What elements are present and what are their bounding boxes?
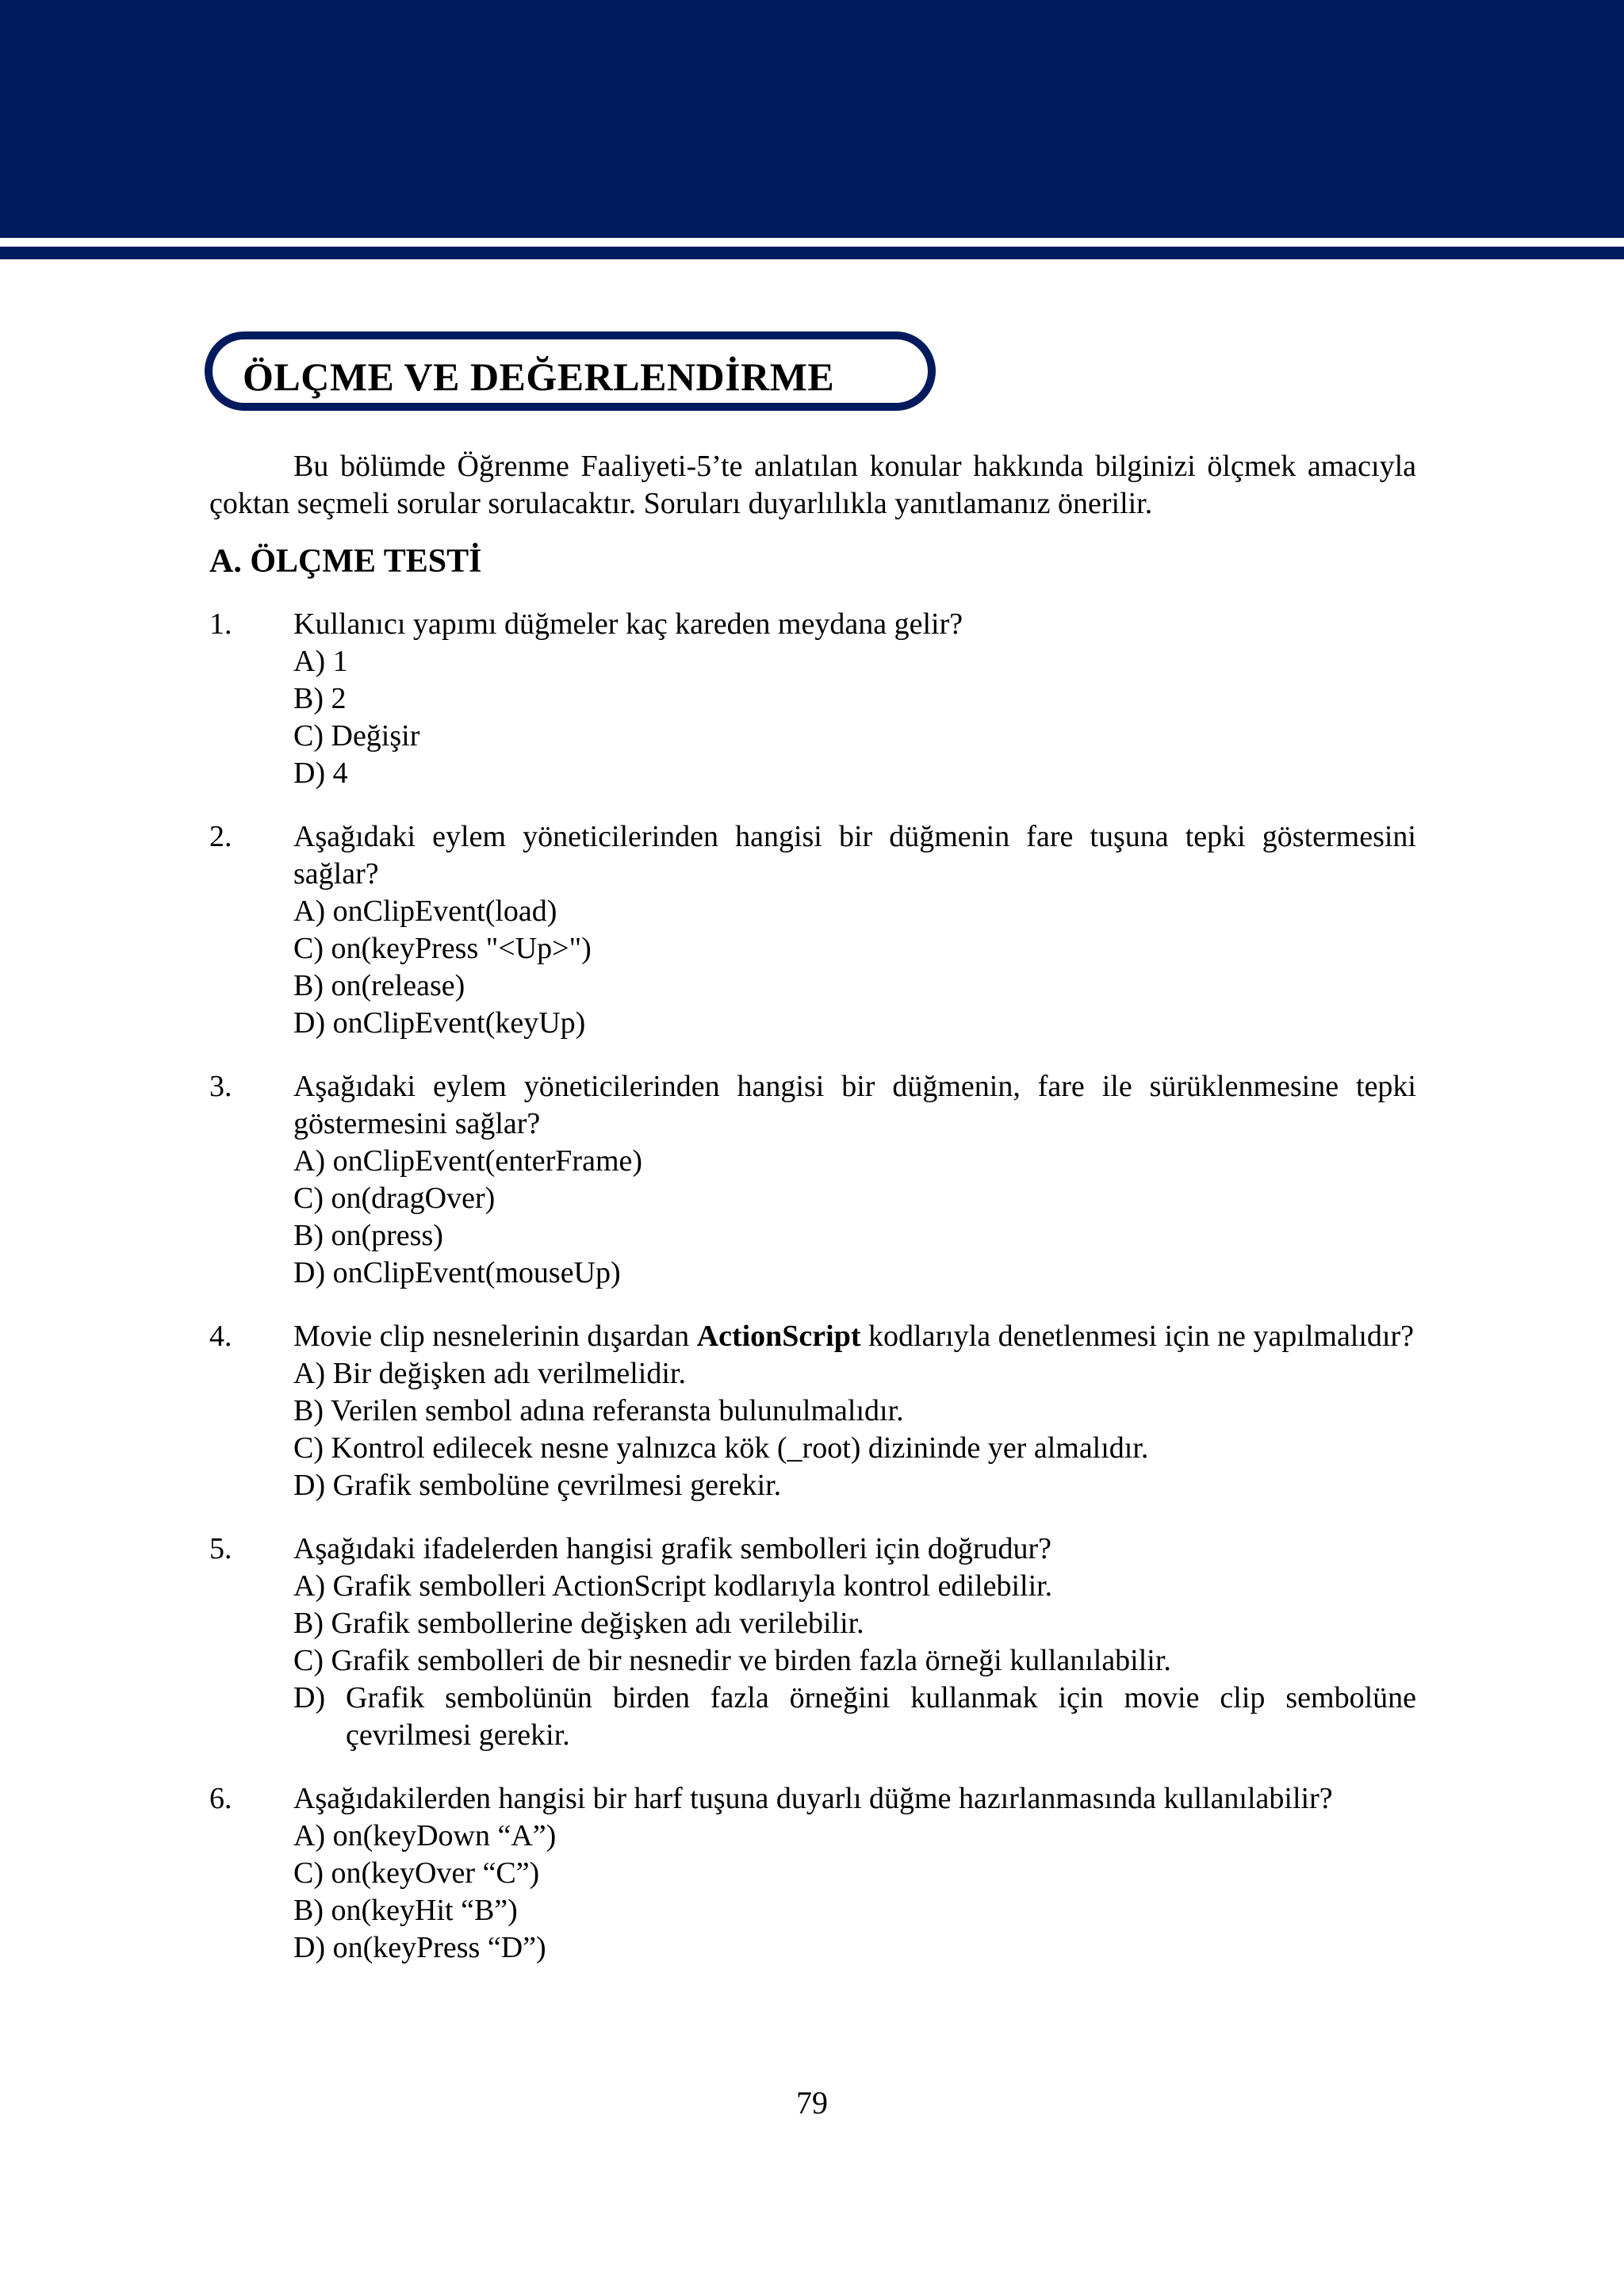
option: B) on(keyHit “B”) — [293, 1894, 518, 1927]
option: A) onClipEvent(enterFrame) — [293, 1144, 643, 1178]
question-text: Aşağıdaki ifadelerden hangisi grafik sembolleri için doğrudur? — [293, 1532, 1052, 1565]
option: C) Grafik sembolleri de bir nesnedir ve birden fazla örneği kullanılabilir. — [293, 1644, 1171, 1677]
question-text: Kullanıcı yapımı düğmeler kaç kareden meydana gelir? — [293, 607, 963, 641]
option: B) 2 — [293, 682, 347, 715]
option: C) Kontrol edilecek nesne yalnızca kök (_root) dizininde yer almalıdır. — [293, 1431, 1149, 1465]
question-3 — [209, 1068, 1416, 1292]
option: A) on(keyDown “A”) — [293, 1819, 557, 1852]
subheading: A. ÖLÇME TESTİ — [209, 543, 482, 580]
question-text-part: Movie clip nesnelerinin dışardan — [293, 1320, 697, 1353]
question-5 — [209, 1531, 1416, 1754]
intro-paragraph: Bu bölümde Öğrenme Faaliyeti-5’te anlatılan konular hakkında bilginizi ölçmek amacıyla çoktan seçmeli sorular sorulacaktır. Soruları duyarlılıkla yanıtlamanız önerilir. — [209, 450, 1416, 520]
section-title-box — [205, 331, 936, 411]
question-number: 6. — [209, 1782, 232, 1815]
question-6 — [209, 1780, 1416, 1967]
option: A) 1 — [293, 645, 348, 678]
question-text — [293, 1318, 1416, 1355]
question-2 — [209, 818, 1416, 1042]
keyword-actionscript: ActionScript — [696, 1320, 861, 1353]
section-title: ÖLÇME VE DEĞERLENDİRME — [243, 354, 835, 399]
question-text: Aşağıdaki eylem yöneticilerinden hangisi bir düğmenin fare tuşuna tepki göstermesini sağlar? — [293, 820, 1416, 891]
option: B) Verilen sembol adına referansta bulunulmalıdır. — [293, 1394, 904, 1427]
option: B) on(press) — [293, 1219, 443, 1252]
question-4 — [209, 1318, 1416, 1504]
question-number: 1. — [209, 607, 232, 641]
option: D) on(keyPress “D”) — [293, 1931, 546, 1964]
option: D) 4 — [293, 757, 348, 790]
option: D) onClipEvent(keyUp) — [293, 1006, 586, 1040]
question-text: Aşağıdaki eylem yöneticilerinden hangisi bir düğmenin, fare ile sürüklenmesine tepki göstermesini sağlar? — [293, 1070, 1416, 1140]
option: D) Grafik sembolüne çevrilmesi gerekir. — [293, 1469, 782, 1502]
option: C) on(keyPress "<Up>") — [293, 932, 592, 965]
question-number: 3. — [209, 1070, 232, 1103]
option: D) onClipEvent(mouseUp) — [293, 1256, 621, 1289]
page-number: 79 — [796, 2085, 828, 2121]
header-stripe — [0, 247, 1624, 259]
question-number: 4. — [209, 1320, 232, 1353]
question-text: Aşağıdakilerden hangisi bir harf tuşuna duyarlı düğme hazırlanmasında kullanılabilir? — [293, 1782, 1333, 1815]
option: B) on(release) — [293, 969, 465, 1002]
header-gap — [0, 238, 1624, 247]
page-content — [209, 448, 1416, 1993]
option: C) on(dragOver) — [293, 1182, 496, 1215]
option: C) Değişir — [293, 719, 420, 753]
option: A) Bir değişken adı verilmelidir. — [293, 1357, 686, 1390]
header-band — [0, 0, 1624, 238]
option: A) Grafik sembolleri ActionScript kodlarıyla kontrol edilebilir. — [293, 1569, 1053, 1603]
option: D) Grafik sembolünün birden fazla örneğini kullanmak için movie clip sembolüne çevrilmesi gerekir. — [293, 1681, 1416, 1752]
question-number: 5. — [209, 1532, 232, 1565]
question-text-part: kodlarıyla denetlenmesi için ne yapılmalıdır? — [860, 1320, 1415, 1353]
question-1 — [209, 606, 1416, 792]
option: C) on(keyOver “C”) — [293, 1856, 540, 1890]
option: A) onClipEvent(load) — [293, 895, 557, 928]
question-number: 2. — [209, 820, 232, 853]
option: B) Grafik sembollerine değişken adı verilebilir. — [293, 1607, 864, 1640]
